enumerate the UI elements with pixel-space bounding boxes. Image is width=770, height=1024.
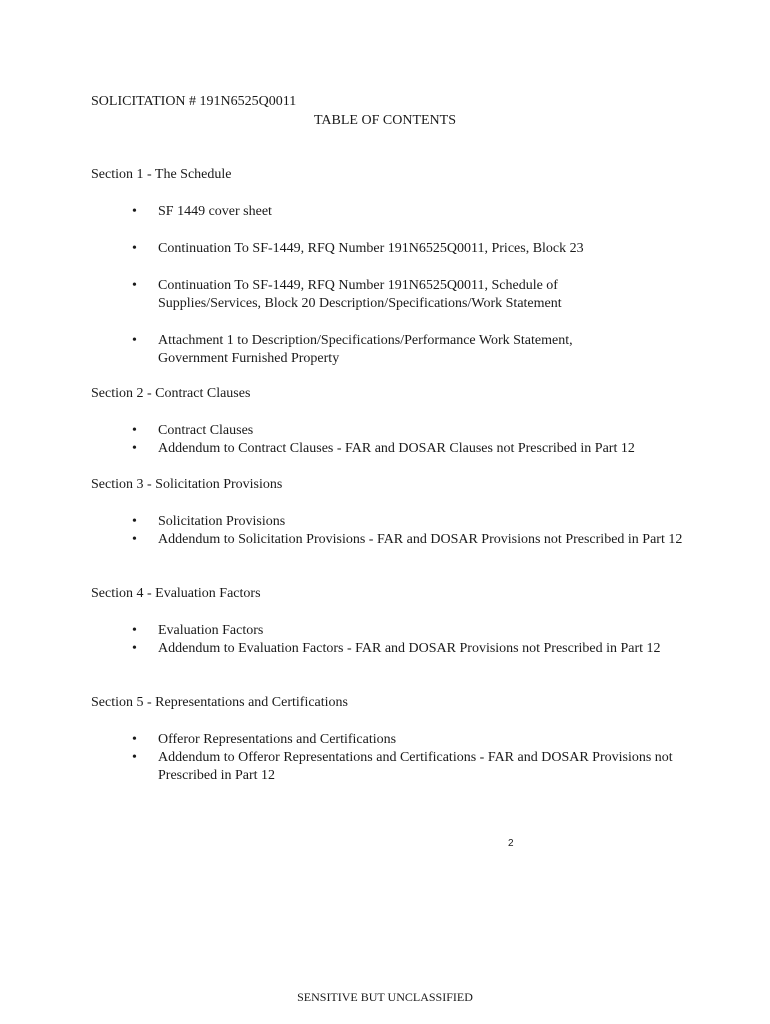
section-items (91, 513, 711, 549)
list-item (91, 422, 711, 440)
bullet-icon: • (132, 750, 137, 765)
section-heading: Section 4 - Evaluation Factors (91, 586, 261, 601)
section-items (91, 422, 711, 458)
list-item-text: Addendum to Offeror Representations and Certifications - FAR and DOSAR Provisions not Prescribed in Part 12 (158, 750, 673, 783)
list-item-text: Continuation To SF-1449, RFQ Number 191N6525Q0011, Schedule of Supplies/Services, Block 20 Description/Specifications/Work Statement (158, 278, 562, 311)
section-items (91, 622, 711, 658)
section-2 (91, 385, 711, 458)
list-item (91, 203, 711, 221)
bullet-icon: • (132, 423, 137, 438)
section-3 (91, 476, 711, 549)
list-item (91, 531, 688, 549)
section-heading: Section 3 - Solicitation Provisions (91, 477, 283, 492)
section-heading: Section 1 - The Schedule (91, 167, 232, 182)
page-number: 2 (508, 838, 514, 849)
list-item (91, 640, 678, 658)
list-item-text: Contract Clauses (158, 423, 254, 438)
section-5 (91, 694, 711, 785)
bullet-icon: • (132, 241, 137, 256)
bullet-icon: • (132, 333, 137, 348)
solicitation-number: SOLICITATION # 191N6525Q0011 (91, 94, 297, 109)
bullet-icon: • (132, 732, 137, 747)
classification-footer: SENSITIVE BUT UNCLASSIFIED (297, 990, 473, 1004)
list-item-text: Evaluation Factors (158, 623, 264, 638)
list-item (91, 622, 711, 640)
list-item (91, 240, 711, 258)
table-of-contents-title: TABLE OF CONTENTS (314, 113, 456, 128)
bullet-icon: • (132, 532, 137, 547)
list-item (91, 277, 628, 313)
bullet-icon: • (132, 278, 137, 293)
list-item-text: Addendum to Solicitation Provisions - FAR and DOSAR Provisions not Prescribed in Part 12 (158, 532, 683, 547)
list-item (91, 749, 698, 785)
list-item-text: Addendum to Contract Clauses - FAR and DOSAR Clauses not Prescribed in Part 12 (158, 441, 635, 456)
list-item-text: SF 1449 cover sheet (158, 204, 272, 219)
section-heading: Section 2 - Contract Clauses (91, 386, 251, 401)
bullet-icon: • (132, 641, 137, 656)
list-item (91, 731, 711, 749)
list-item-text: Addendum to Evaluation Factors - FAR and DOSAR Provisions not Prescribed in Part 12 (158, 641, 661, 656)
section-4 (91, 585, 711, 658)
bullet-icon: • (132, 514, 137, 529)
list-item (91, 332, 628, 368)
section-1 (91, 166, 711, 368)
section-items (91, 203, 711, 368)
bullet-icon: • (132, 441, 137, 456)
list-item-text: Solicitation Provisions (158, 514, 286, 529)
list-item-text: Offeror Representations and Certifications (158, 732, 397, 747)
list-item (91, 513, 711, 531)
list-item-text: Attachment 1 to Description/Specifications/Performance Work Statement, Government Furnished Property (158, 333, 573, 366)
list-item (91, 440, 718, 458)
bullet-icon: • (132, 204, 137, 219)
section-items (91, 731, 711, 785)
list-item-text: Continuation To SF-1449, RFQ Number 191N6525Q0011, Prices, Block 23 (158, 241, 584, 256)
section-heading: Section 5 - Representations and Certifications (91, 695, 348, 710)
bullet-icon: • (132, 623, 137, 638)
